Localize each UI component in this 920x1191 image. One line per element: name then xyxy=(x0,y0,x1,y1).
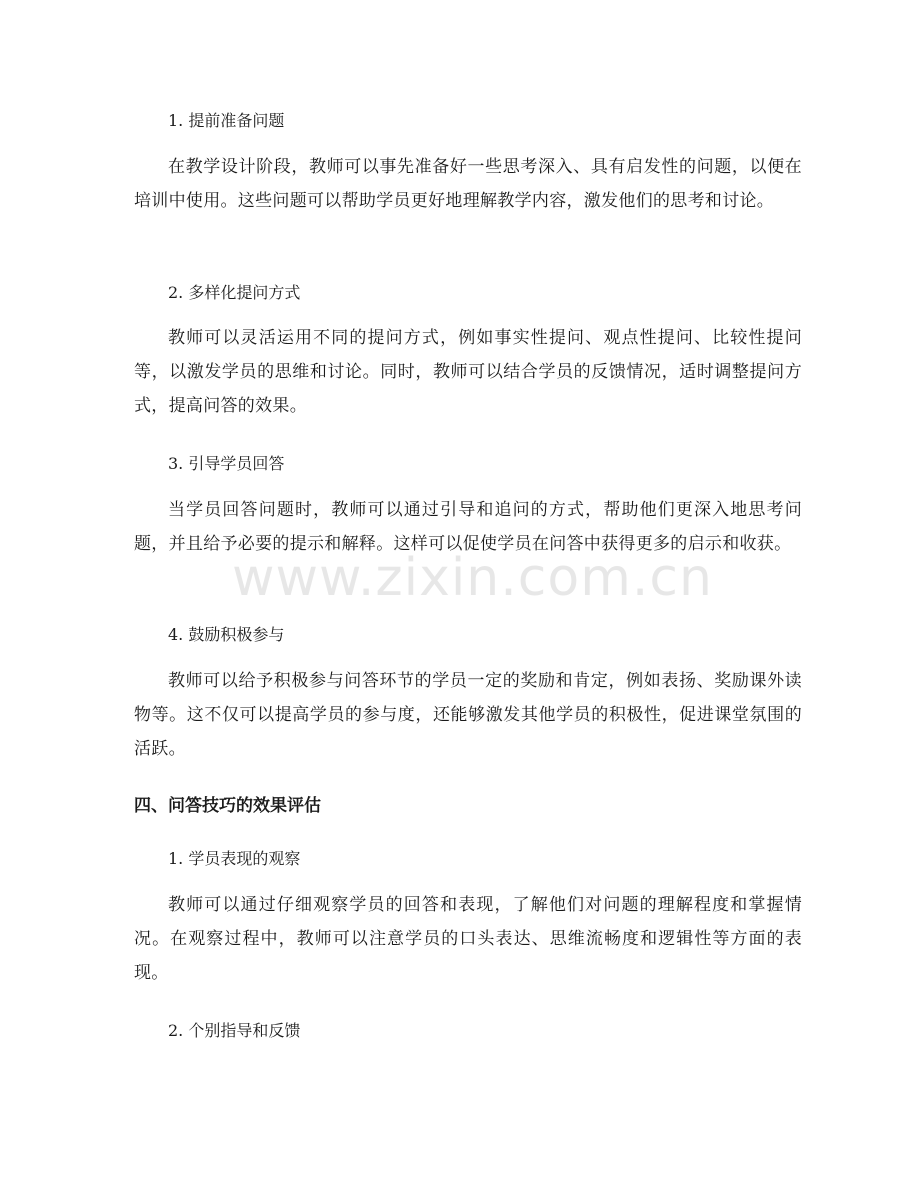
subsection-title-6: 2. 个别指导和反馈 xyxy=(168,1021,301,1040)
paragraph-5: 教师可以通过仔细观察学员的回答和表现，了解他们对问题的理解程度和掌握情况。在观察过程中，教师可以注意学员的口头表达、思维流畅度和逻辑性等方面的表现。 xyxy=(134,895,802,983)
paragraph-4: 教师可以给予积极参与问答环节的学员一定的奖励和肯定，例如表扬、奖励课外读物等。这不仅可以提高学员的参与度，还能够激发其他学员的积极性，促进课堂氛围的活跃。 xyxy=(134,671,802,759)
subsection-title-4: 4. 鼓励积极参与 xyxy=(168,625,285,644)
subsection-title-3: 3. 引导学员回答 xyxy=(168,454,285,473)
subsection-title-5: 1. 学员表现的观察 xyxy=(168,849,301,868)
subsection-title-2: 2. 多样化提问方式 xyxy=(168,283,301,302)
subsection-title-1: 1. 提前准备问题 xyxy=(168,111,285,130)
section-heading: 四、问答技巧的效果评估 xyxy=(134,796,321,816)
paragraph-2: 教师可以灵活运用不同的提问方式，例如事实性提问、观点性提问、比较性提问等，以激发学员的思维和讨论。同时，教师可以结合学员的反馈情况，适时调整提问方式，提高问答的效果。 xyxy=(134,328,802,416)
paragraph-3: 当学员回答问题时，教师可以通过引导和追问的方式，帮助他们更深入地思考问题，并且给予必要的提示和解释。这样可以促使学员在问答中获得更多的启示和收获。 xyxy=(134,500,802,554)
paragraph-1: 在教学设计阶段，教师可以事先准备好一些思考深入、具有启发性的问题，以便在培训中使用。这些问题可以帮助学员更好地理解教学内容，激发他们的思考和讨论。 xyxy=(134,157,802,211)
watermark: www.zixin.com.cn xyxy=(232,548,713,608)
